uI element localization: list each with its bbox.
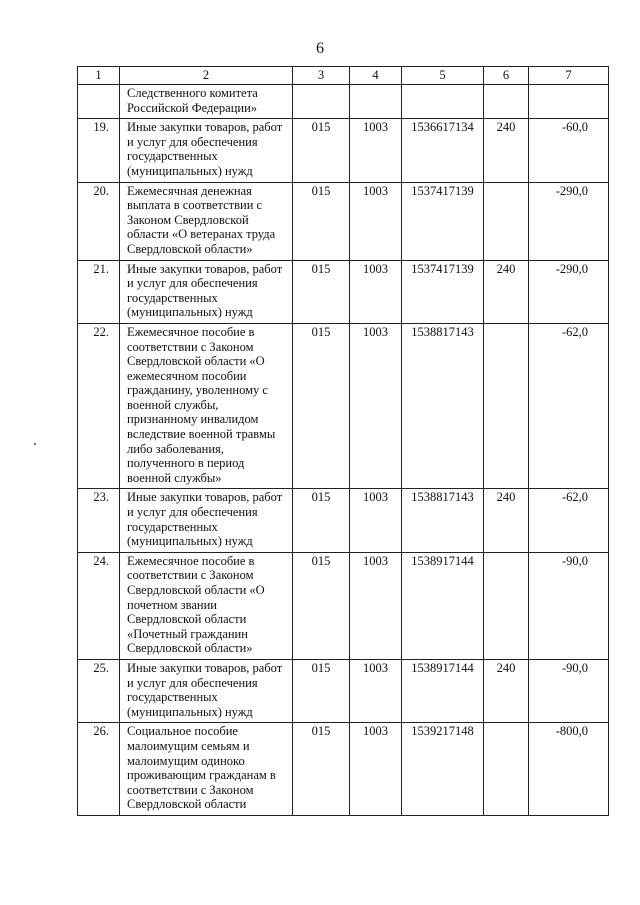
row-col5: 1536617134: [402, 119, 484, 182]
row-col3: 015: [293, 323, 350, 489]
column-header: 7: [529, 67, 609, 85]
row-col5: 1538917144: [402, 552, 484, 659]
row-number: 24.: [78, 552, 120, 659]
row-col5: 1537417139: [402, 182, 484, 260]
row-col3: 015: [293, 489, 350, 552]
row-sum: -62,0: [529, 323, 609, 489]
table-row: [78, 85, 609, 119]
row-name: Ежемесячное пособие в соответствии с Законом Свердловской области «О почетном звании Свердловской области «Почетный гражданин Свердловской области»: [120, 552, 293, 659]
table-row: [78, 659, 609, 722]
row-name: Следственного комитета Российской Федерации»: [120, 85, 293, 119]
table-row: [78, 182, 609, 260]
header-row: [78, 67, 609, 85]
row-number: [78, 85, 120, 119]
scan-speck: [34, 443, 36, 445]
row-col6: [484, 723, 529, 816]
row-col6: [484, 552, 529, 659]
row-col5: 1538917144: [402, 659, 484, 722]
column-header: 2: [120, 67, 293, 85]
row-col6: [484, 85, 529, 119]
table-row: [78, 552, 609, 659]
column-header: 6: [484, 67, 529, 85]
row-name: Социальное пособие малоимущим семьям и малоимущим одиноко проживающим гражданам в соответствии с Законом Свердловской области: [120, 723, 293, 816]
column-header: 5: [402, 67, 484, 85]
row-col3: 015: [293, 723, 350, 816]
row-number: 26.: [78, 723, 120, 816]
row-col3: 015: [293, 119, 350, 182]
row-col3: 015: [293, 659, 350, 722]
row-sum: -90,0: [529, 552, 609, 659]
row-col5: 1538817143: [402, 489, 484, 552]
row-number: 19.: [78, 119, 120, 182]
row-col4: 1003: [350, 260, 402, 323]
row-col5: 1539217148: [402, 723, 484, 816]
row-name: Иные закупки товаров, работ и услуг для обеспечения государственных (муниципальных) нужд: [120, 260, 293, 323]
row-col4: 1003: [350, 659, 402, 722]
row-col5: [402, 85, 484, 119]
row-col6: 240: [484, 659, 529, 722]
row-name: Ежемесячное пособие в соответствии с Законом Свердловской области «О ежемесячном пособии гражданину, уволенному с военной службы, признанному инвалидом вследствие военной травмы либо заболевания, полученного в период военной службы»: [120, 323, 293, 489]
row-col3: 015: [293, 552, 350, 659]
row-name: Иные закупки товаров, работ и услуг для обеспечения государственных (муниципальных) нужд: [120, 119, 293, 182]
table-row: [78, 260, 609, 323]
column-header: 4: [350, 67, 402, 85]
row-sum: -290,0: [529, 182, 609, 260]
table-row: [78, 489, 609, 552]
row-col6: [484, 323, 529, 489]
row-col3: 015: [293, 182, 350, 260]
row-col6: 240: [484, 489, 529, 552]
row-sum: [529, 85, 609, 119]
row-col4: 1003: [350, 552, 402, 659]
table-row: [78, 323, 609, 489]
column-header: 1: [78, 67, 120, 85]
page-number: 6: [316, 40, 324, 57]
row-col4: 1003: [350, 723, 402, 816]
row-col5: 1538817143: [402, 323, 484, 489]
row-col6: 240: [484, 119, 529, 182]
row-name: Ежемесячная денежная выплата в соответствии с Законом Свердловской области «О ветеранах труда Свердловской области»: [120, 182, 293, 260]
row-number: 25.: [78, 659, 120, 722]
table-row: [78, 723, 609, 816]
budget-table: [77, 66, 609, 816]
row-sum: -90,0: [529, 659, 609, 722]
row-col3: [293, 85, 350, 119]
row-sum: -800,0: [529, 723, 609, 816]
row-col4: [350, 85, 402, 119]
row-col4: 1003: [350, 119, 402, 182]
row-sum: -290,0: [529, 260, 609, 323]
row-col4: 1003: [350, 182, 402, 260]
row-sum: -60,0: [529, 119, 609, 182]
row-name: Иные закупки товаров, работ и услуг для обеспечения государственных (муниципальных) нужд: [120, 489, 293, 552]
row-number: 23.: [78, 489, 120, 552]
row-col4: 1003: [350, 323, 402, 489]
table-row: [78, 119, 609, 182]
row-col3: 015: [293, 260, 350, 323]
column-header: 3: [293, 67, 350, 85]
row-col6: [484, 182, 529, 260]
row-sum: -62,0: [529, 489, 609, 552]
row-name: Иные закупки товаров, работ и услуг для обеспечения государственных (муниципальных) нужд: [120, 659, 293, 722]
row-col5: 1537417139: [402, 260, 484, 323]
row-col4: 1003: [350, 489, 402, 552]
row-number: 22.: [78, 323, 120, 489]
row-col6: 240: [484, 260, 529, 323]
row-number: 21.: [78, 260, 120, 323]
row-number: 20.: [78, 182, 120, 260]
